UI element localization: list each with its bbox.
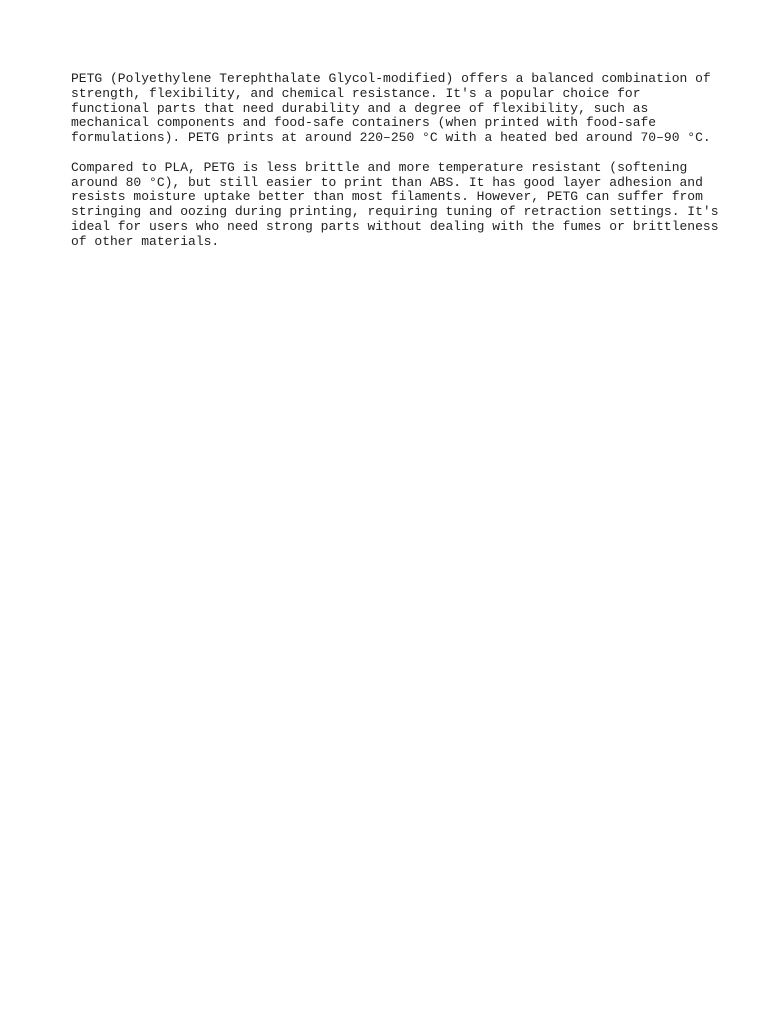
- text-line: functional parts that need durability and a degree of flexibility, such as: [71, 100, 649, 116]
- text-line: strength, flexibility, and chemical resistance. It's a popular choice for: [71, 85, 641, 101]
- text-line: PETG (Polyethylene Terephthalate Glycol-modified) offers a balanced combination of: [71, 71, 711, 86]
- text-line: mechanical components and food-safe containers (when printed with food-safe: [71, 115, 657, 131]
- text-line: of other materials.: [71, 233, 220, 249]
- text-line: resists moisture uptake better than most filaments. However, PETG can suffer from: [71, 189, 703, 205]
- text-line: around 80 °C), but still easier to print than ABS. It has good layer adhesion and: [71, 174, 703, 190]
- text-line: formulations). PETG prints at around 220–250 °C with a heated bed around 70–90 °C.: [71, 130, 711, 146]
- paragraph-petg-overview: [71, 72, 711, 146]
- text-line: ideal for users who need strong parts without dealing with the fumes or brittleness: [71, 218, 719, 234]
- paragraph-petg-comparison: [71, 159, 719, 250]
- text-line: stringing and oozing during printing, requiring tuning of retraction settings. It's: [71, 204, 719, 220]
- text-line: Compared to PLA, PETG is less brittle and more temperature resistant (softening: [71, 159, 688, 175]
- document-body: [71, 71, 719, 250]
